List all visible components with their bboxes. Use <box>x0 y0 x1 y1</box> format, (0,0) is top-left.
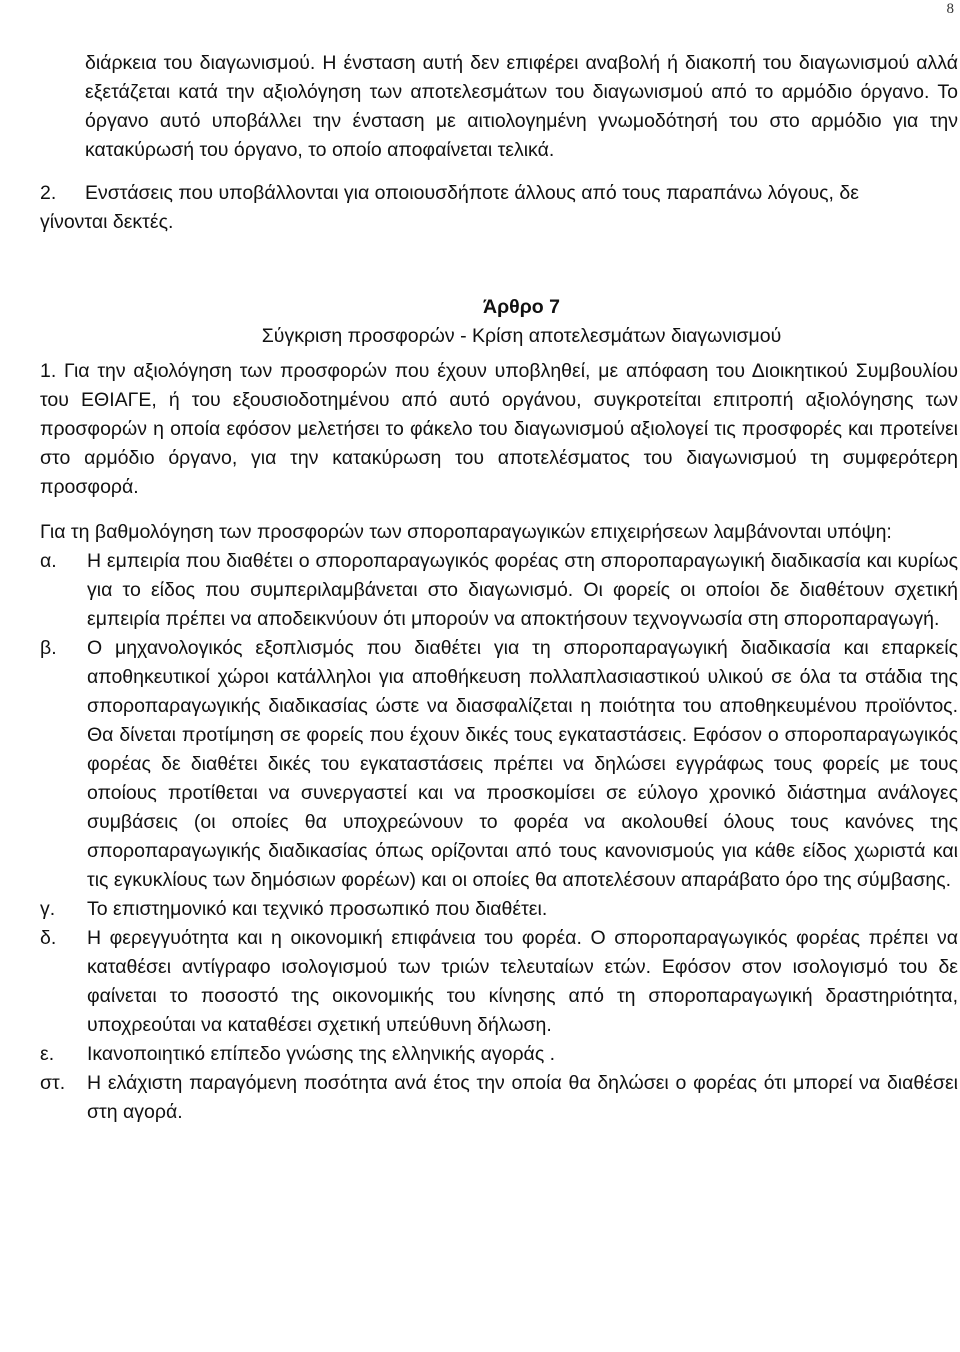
list-item <box>40 1069 958 1127</box>
list-marker: ε. <box>40 1043 55 1065</box>
list-item <box>40 924 958 1040</box>
list-marker: στ. <box>40 1072 66 1094</box>
list-item <box>40 895 958 924</box>
page-content <box>40 49 958 1127</box>
list-item-text: Το επιστημονικό και τεχνικό προσωπικό που διαθέτει. <box>87 898 548 920</box>
list-item-text: Η ελάχιστη παραγόμενη ποσότητα ανά έτος την οποία θα δηλώσει ο φορέας ότι μπορεί να διαθέσει στη αγορά. <box>87 1072 958 1123</box>
list-item <box>40 634 958 895</box>
page-number: 8 <box>946 1 954 17</box>
list-item <box>40 1040 958 1069</box>
list-item-text: Η φερεγγυότητα και η οικονομική επιφάνεια του φορέα. Ο σποροπαραγωγικός φορέας πρέπει να καταθέσει αντίγραφο ισολογισμού των τριών τελευταίων ετών. Εφόσον στον ισολογισμό του δε φαίνεται το ποσοστό της οικονομικής του κίνησης από τη σποροπαραγωγική δραστηριότητα, υποχρεούται να καταθέσει σχετική υπεύθυνη δήλωση. <box>87 927 958 1036</box>
article-heading <box>40 293 958 351</box>
article-subtitle: Σύγκριση προσφορών - Κρίση αποτελεσμάτων διαγωνισμού <box>261 325 782 347</box>
list-item-text: Ο μηχανολογικός εξοπλισμός που διαθέτει για τη σποροπαραγωγική διαδικασία και επαρκείς αποθηκευτικοί χώροι κατάλληλοι για αποθήκευση πολλαπλασιαστικού υλικού σε όλα τα στάδια της σποροπαραγωγικής διαδικασίας ώστε να διασφαλίζεται η ποιότητα του αποθηκευμένου προϊόντος. Θα δίνεται προτίμηση σε φορείς που έχουν δικές τους εγκαταστάσεις. Εφόσον ο σποροπαραγωγικός φορέας δε διαθέτει δικές του εγκαταστάσεις πρέπει να δηλώσει εγγράφως τους φορείς με τους οποίους προτίθεται να συνεργαστεί και να προσκομίσει σε εύλογο χρονικό διάστημα ανάλογες συμβάσεις (οι οποίες θα υποχρεώνουν το φορέα να ακολουθεί όλους τους κανόνες της σποροπαραγωγικής διαδικασίας όπως ορίζονται από τους κανονισμούς για κάθε είδος χωριστά και τις εγκυκλίους των δημόσιων φορέων) και οι οποίες θα αποτελέσουν απαράβατο όρο της σύμβασης. <box>87 637 958 891</box>
clause-number: 2. <box>40 182 57 204</box>
list-item-text: Ικανοποιητικό επίπεδο γνώσης της ελληνικής αγοράς . <box>87 1043 556 1065</box>
criteria-list <box>40 547 958 1127</box>
paragraph-scoring-criteria: Για τη βαθμολόγηση των προσφορών των σποροπαραγωγικών επιχειρήσεων λαμβάνονται υπόψη: <box>40 521 892 543</box>
list-marker: β. <box>40 637 57 659</box>
clause-2-text: Ενστάσεις που υποβάλλονται για οποιουσδήποτε άλλους από τους παραπάνω λόγους, δε <box>85 182 859 204</box>
list-item-text: Η εμπειρία που διαθέτει ο σποροπαραγωγικός φορέας στη σποροπαραγωγική διαδικασία και κυρίως για το είδος που συμπεριλαμβάνεται στο διαγωνισμό. Οι φορείς οι οποίοι δε διαθέτουν σχετική εμπειρία πρέπει να αποδεικνύουν ότι μπορούν να αποκτήσουν τεχνογνωσία στη σποροπαραγωγή. <box>87 550 958 630</box>
list-marker: δ. <box>40 927 57 949</box>
intro-paragraph: διάρκεια του διαγωνισμού. Η ένσταση αυτή δεν επιφέρει αναβολή ή διακοπή του διαγωνισμού αλλά εξετάζεται κατά την αξιολόγηση των αποτελεσμάτων του διαγωνισμού από το αρμόδιο όργανο. Το όργανο αυτό υποβάλλει την ένσταση με αιτιολογημένη γνωμοδότησή του στο αρμόδιο για την κατακύρωσή του όργανο, το οποίο αποφαίνεται τελικά. <box>85 52 958 161</box>
list-marker: γ. <box>40 898 56 920</box>
list-marker: α. <box>40 550 57 572</box>
article-title: Άρθρο 7 <box>483 296 560 318</box>
clause-2-continuation: γίνονται δεκτές. <box>40 211 174 233</box>
paragraph-evaluation-committee: 1. Για την αξιολόγηση των προσφορών που έχουν υποβληθεί, με απόφαση του Διοικητικού Συμβουλίου του ΕΘΙΑΓΕ, ή του εξουσιοδοτημένου από αυτό οργάνου, συγκροτείται επιτροπή αξιολόγησης των προσφορών η οποία εφόσον μελετήσει το φάκελο του διαγωνισμού αξιολογεί τις προσφορές και προτείνει στο αρμόδιο όργανο, για την κατακύρωση του αποτελέσματος του διαγωνισμού τη συμφερότερη προσφορά. <box>40 360 958 498</box>
clause-2 <box>40 179 958 237</box>
list-item <box>40 547 958 634</box>
